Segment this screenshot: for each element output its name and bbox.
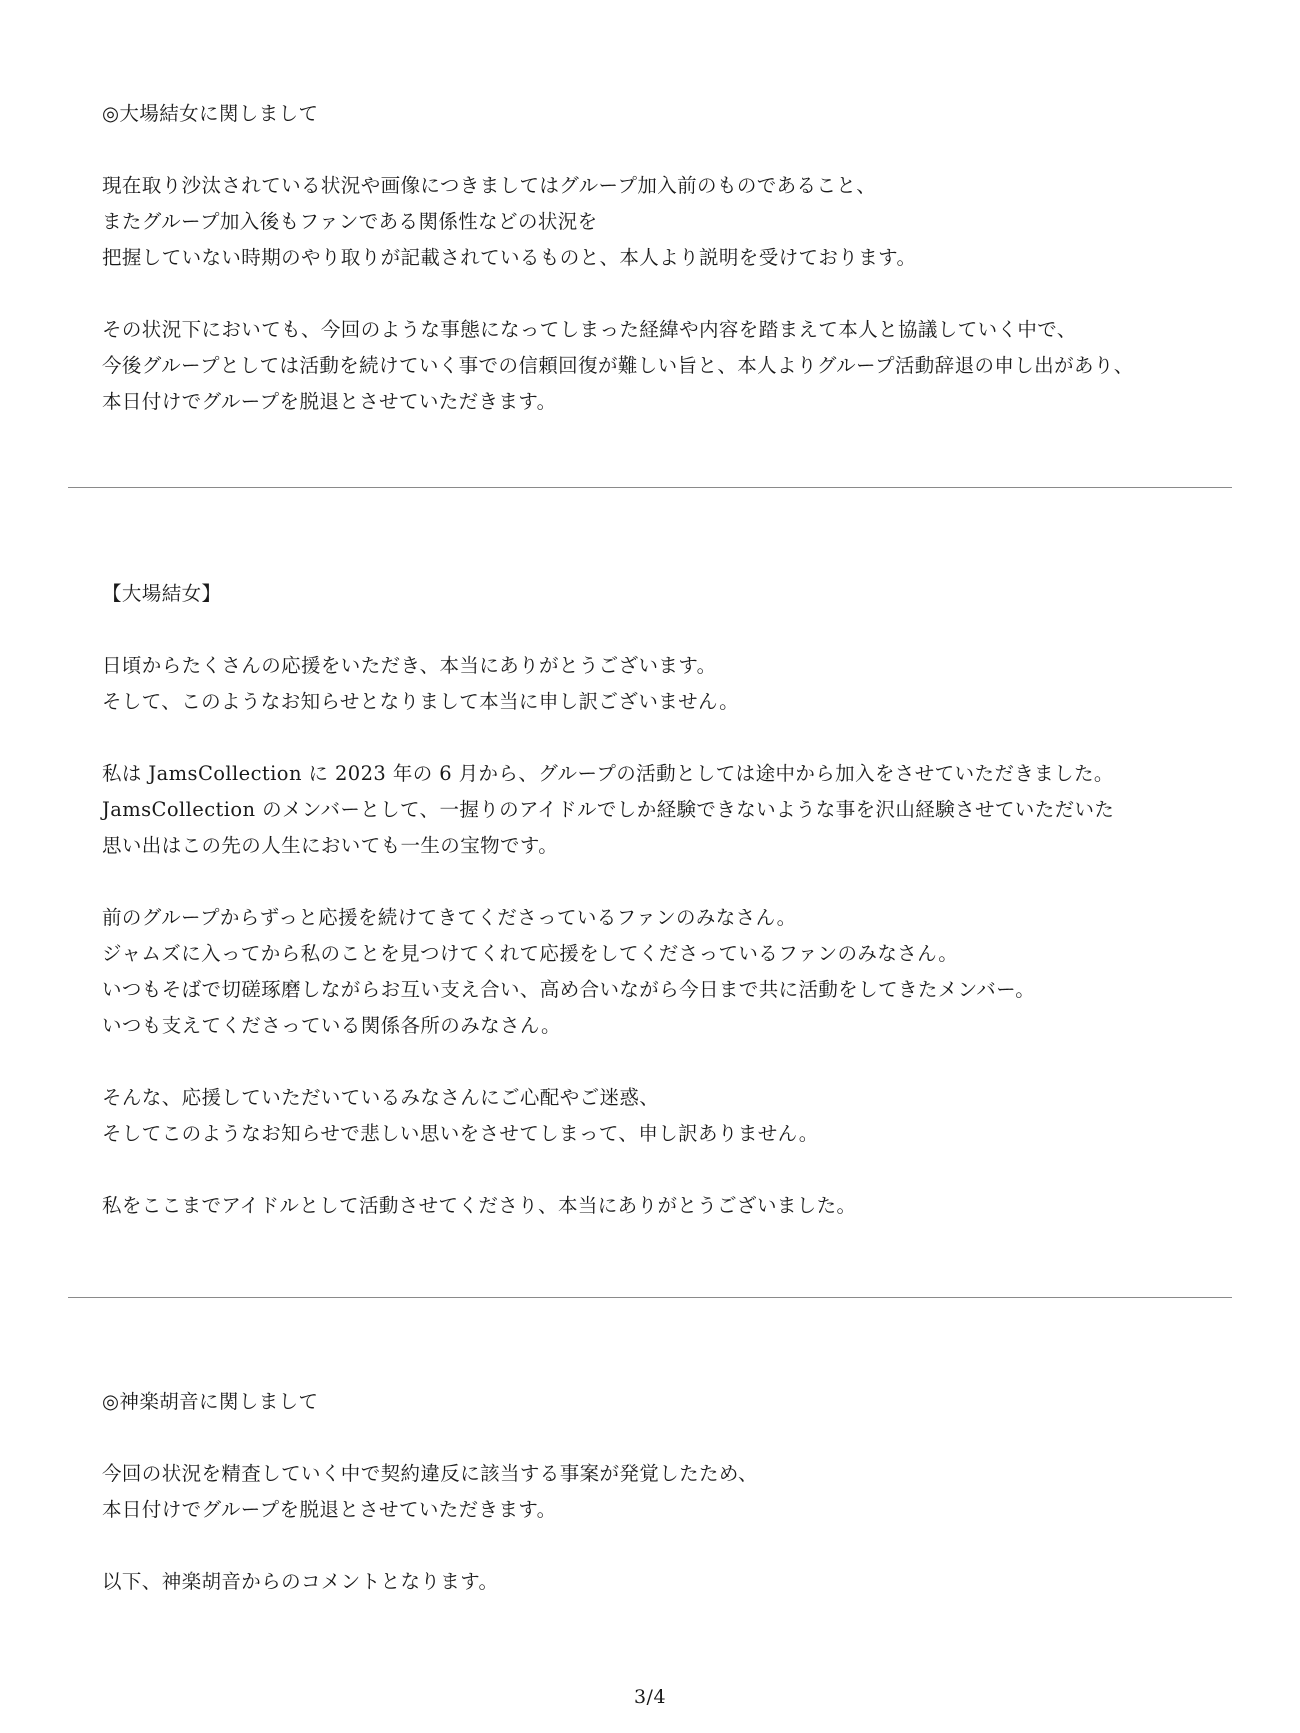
paragraph [102, 756, 1240, 864]
section-heading: 【大場結女】 [102, 582, 222, 605]
text-line: いつもそばで切磋琢磨しながらお互い支え合い、高め合いながら今日まで共に活動をしてきたメンバー。 [102, 978, 1036, 1001]
section-heading: ◎神楽胡音に関しまして [102, 1390, 319, 1413]
text-line: そんな、応援していただいているみなさんにご心配やご迷惑、 [102, 1086, 660, 1109]
section-kagura-notice [102, 1384, 1240, 1636]
paragraph [102, 1188, 1240, 1224]
paragraph [102, 1564, 1240, 1600]
text-line: 本日付けでグループを脱退とさせていただきます。 [102, 1498, 557, 1521]
text-line: そしてこのようなお知らせで悲しい思いをさせてしまって、申し訳ありません。 [102, 1122, 819, 1145]
text-line: そして、このようなお知らせとなりまして本当に申し訳ございません。 [102, 690, 739, 713]
text-line: 私をここまでアイドルとして活動させてくださり、本当にありがとうございました。 [102, 1194, 857, 1217]
text-line: 思い出はこの先の人生においても一生の宝物です。 [102, 834, 559, 857]
text-line: その状況下においても、今回のような事態になってしまった経緯や内容を踏まえて本人と協議していく中で、 [102, 318, 1077, 341]
text-line: いつも支えてくださっている関係各所のみなさん。 [102, 1014, 561, 1037]
text-line: 私は JamsCollection に 2023 年の 6 月から、グループの活動としては途中から加入をさせていただきました。 [102, 762, 1114, 785]
section-oba-notice [102, 96, 1240, 456]
paragraph [102, 900, 1240, 1044]
paragraph [102, 168, 1240, 276]
text-line: 現在取り沙汰されている状況や画像につきましてはグループ加入前のものであること、 [102, 174, 877, 197]
text-line: またグループ加入後もファンである関係性などの状況を [102, 210, 598, 233]
paragraph [102, 1456, 1240, 1528]
text-line: 今後グループとしては活動を続けていく事での信頼回復が難しい旨と、本人よりグループ活動辞退の申し出があり、 [102, 354, 1134, 377]
text-line: 本日付けでグループを脱退とさせていただきます。 [102, 390, 557, 413]
text-line: 今回の状況を精査していく中で契約違反に該当する事案が発覚したため、 [102, 1462, 758, 1485]
section-divider [68, 487, 1232, 488]
paragraph [102, 648, 1240, 720]
section-oba-comment [102, 576, 1240, 1260]
page-number: 3/4 [633, 1686, 667, 1708]
text-line: ジャムズに入ってから私のことを見つけてくれて応援をしてくださっているファンのみなさん。 [102, 942, 959, 965]
section-divider [68, 1297, 1232, 1298]
text-line: 以下、神楽胡音からのコメントとなります。 [102, 1570, 499, 1593]
paragraph [102, 1080, 1240, 1152]
section-heading: ◎大場結女に関しまして [102, 102, 319, 125]
text-line: 把握していない時期のやり取りが記載されているものと、本人より説明を受けております。 [102, 246, 917, 269]
text-line: 日頃からたくさんの応援をいただき、本当にありがとうございます。 [102, 654, 717, 677]
paragraph [102, 312, 1240, 420]
text-line: JamsCollection のメンバーとして、一握りのアイドルでしか経験できないような事を沢山経験させていただいた [102, 798, 1115, 821]
text-line: 前のグループからずっと応援を続けてきてくださっているファンのみなさん。 [102, 906, 797, 929]
